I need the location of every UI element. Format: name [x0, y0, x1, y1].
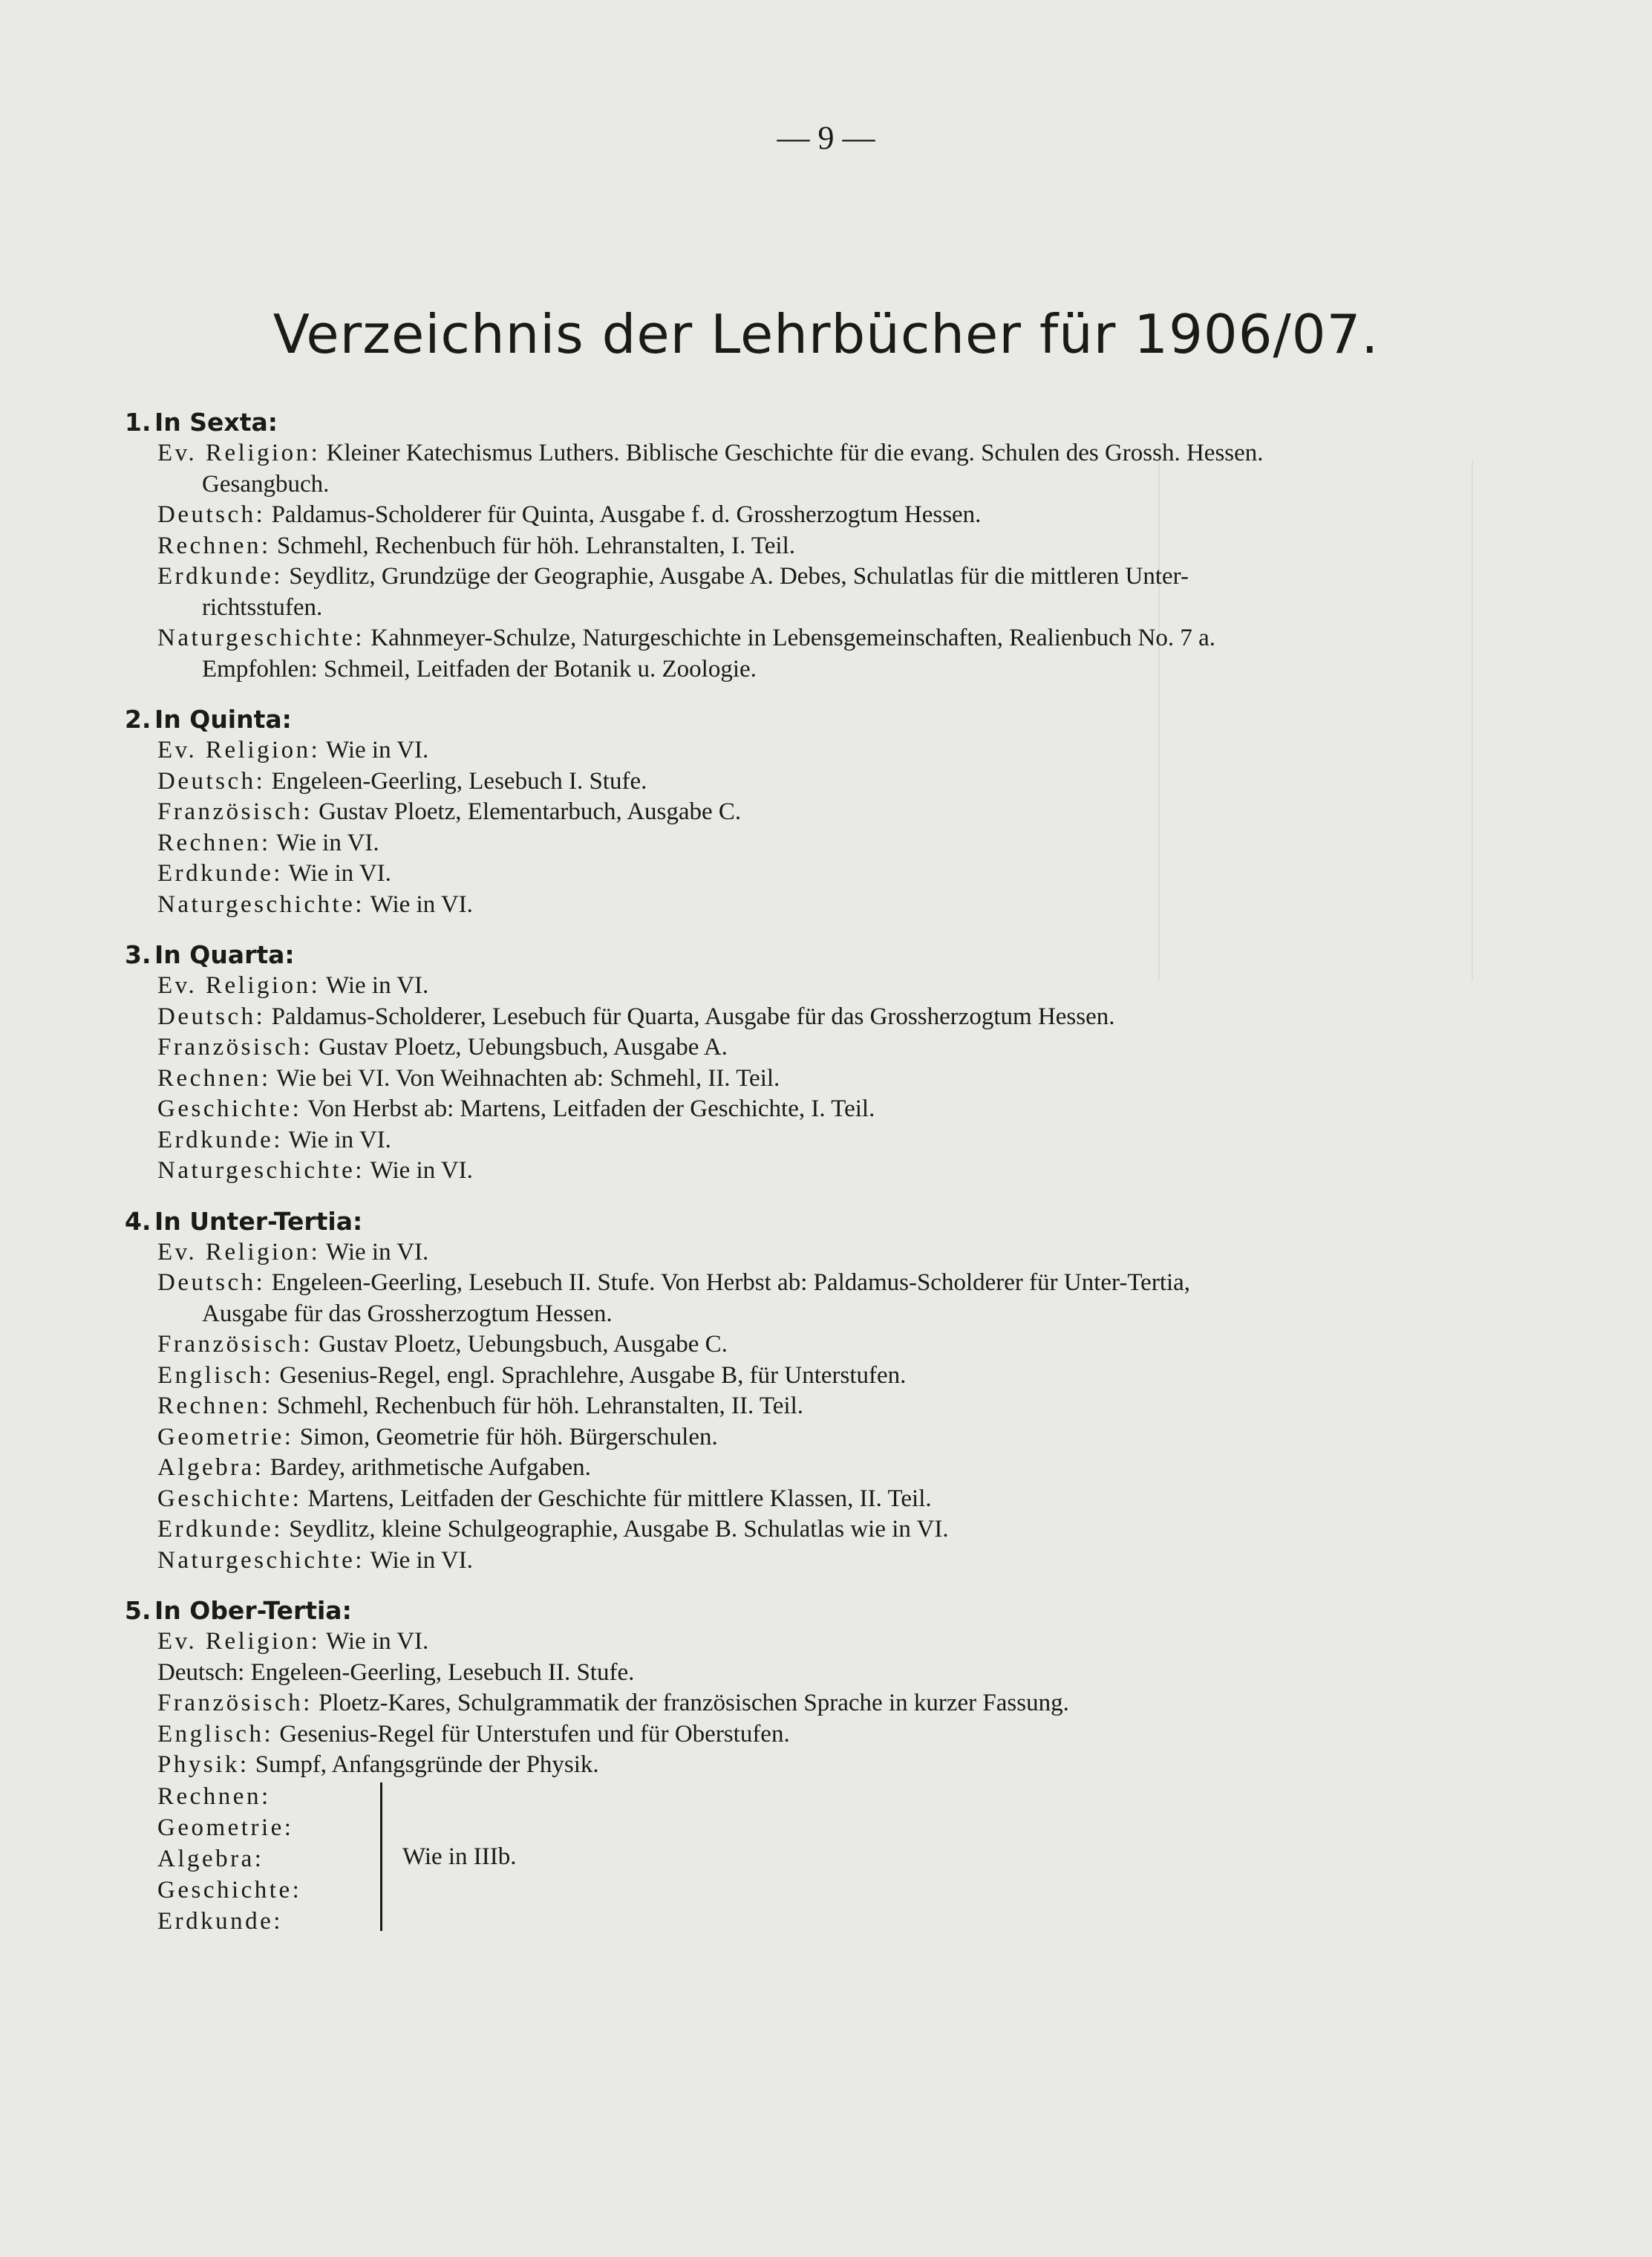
entry-rechnen: Rechnen: Wie in VI. [157, 829, 379, 856]
entry-religion: Ev. Religion: Wie in VI. [157, 1238, 429, 1266]
entry-franzoesisch: Französisch: Gustav Ploetz, Uebungsbuch, Ausgabe C. [157, 1331, 728, 1358]
entry-rechnen: Rechnen: Wie bei VI. Von Weihnachten ab: Schmehl, II. Teil. [157, 1064, 780, 1092]
entry-deutsch: Deutsch: Engeleen-Geerling, Lesebuch I. Stufe. [157, 767, 647, 795]
section-quarta [125, 939, 1521, 1187]
entry-naturgeschichte: Naturgeschichte: Wie in VI. [157, 1157, 473, 1184]
entry-physik: Physik: Sumpf, Anfangsgründe der Physik. [157, 1751, 599, 1778]
entry-religion: Ev. Religion: Wie in VI. [157, 737, 429, 763]
bracket-subject: Geschichte: [157, 1876, 302, 1903]
entry-erdkunde: Erdkunde: Seydlitz, Grundzüge der Geographie, Ausgabe A. Debes, Schulatlas für die mittleren Unter- richtsstufen. [157, 563, 1189, 621]
entry-erdkunde: Erdkunde: Wie in VI. [157, 860, 391, 887]
entry-geschichte: Geschichte: Martens, Leitfaden der Geschichte für mittlere Klassen, II. Teil. [157, 1485, 932, 1512]
entry-englisch: Englisch: Gesenius-Regel, engl. Sprachlehre, Ausgabe B, für Unterstufen. [157, 1361, 907, 1389]
entry-franzoesisch: Französisch: Gustav Ploetz, Elementarbuch, Ausgabe C. [157, 798, 742, 825]
section-heading: 5. In Ober-Tertia: [125, 1596, 352, 1625]
curly-brace [380, 1782, 388, 1931]
section-heading: 2. In Quinta: [125, 705, 292, 734]
entry-religion: Ev. Religion: Kleiner Katechismus Luthers. Biblische Geschichte für die evang. Schulen des Grossh. Hessen. Gesangbuch. [157, 440, 1264, 498]
bracket-subject: Algebra: [157, 1845, 264, 1872]
textbook-list [125, 407, 1521, 1937]
page-number: — 9 — [777, 120, 875, 156]
bracket-text: Wie in IIIb. [402, 1843, 517, 1870]
bracket-subject: Erdkunde: [157, 1907, 283, 1935]
section-ober-tertia [125, 1595, 1521, 1937]
entry-deutsch: Deutsch: Paldamus-Scholderer, Lesebuch für Quarta, Ausgabe für das Grossherzogtum Hessen. [157, 1003, 1115, 1030]
entry-erdkunde: Erdkunde: Wie in VI. [157, 1126, 391, 1153]
entry-religion: Ev. Religion: Wie in VI. [157, 1628, 429, 1655]
bracket-subject: Rechnen: [157, 1782, 271, 1810]
entry-geometrie: Geometrie: Simon, Geometrie für höh. Bürgerschulen. [157, 1423, 718, 1450]
section-unter-tertia [125, 1206, 1521, 1577]
section-heading: 1. In Sexta: [125, 408, 278, 437]
page-title: Verzeichnis der Lehrbücher für 1906/07. [272, 303, 1380, 365]
entry-englisch: Englisch: Gesenius-Regel für Unterstufen und für Oberstufen. [157, 1720, 790, 1748]
section-heading: 4. In Unter-Tertia: [125, 1206, 363, 1236]
section-heading: 3. In Quarta: [125, 940, 295, 969]
entry-naturgeschichte: Naturgeschichte: Kahnmeyer-Schulze, Naturgeschichte in Lebensgemeinschaften, Realienbuch No. 7 a. Empfohlen: Schmeil, Leitfaden der Botanik u. Zoologie. [157, 625, 1215, 683]
entry-erdkunde: Erdkunde: Seydlitz, kleine Schulgeographie, Ausgabe B. Schulatlas wie in VI. [157, 1516, 949, 1543]
section-sexta [125, 407, 1521, 685]
entry-rechnen: Rechnen: Schmehl, Rechenbuch für höh. Lehranstalten, II. Teil. [157, 1393, 803, 1419]
entry-deutsch: Deutsch: Engeleen-Geerling, Lesebuch II. Stufe. [157, 1658, 635, 1686]
entry-algebra: Algebra: Bardey, arithmetische Aufgaben. [157, 1454, 591, 1481]
bracket-group [157, 1781, 1521, 1937]
entry-franzoesisch: Französisch: Ploetz-Kares, Schulgrammatik der französischen Sprache in kurzer Fassung. [157, 1690, 1069, 1716]
entry-geschichte: Geschichte: Von Herbst ab: Martens, Leitfaden der Geschichte, I. Teil. [157, 1095, 875, 1122]
entry-religion: Ev. Religion: Wie in VI. [157, 972, 429, 999]
section-quinta [125, 704, 1521, 920]
entry-deutsch: Deutsch: Paldamus-Scholderer für Quinta, Ausgabe f. d. Grossherzogtum Hessen. [157, 501, 982, 528]
bracket-subject: Geometrie: [157, 1814, 294, 1841]
entry-naturgeschichte: Naturgeschichte: Wie in VI. [157, 1546, 473, 1574]
entry-deutsch: Deutsch: Engeleen-Geerling, Lesebuch II. Stufe. Von Herbst ab: Paldamus-Scholderer für Unter-Tertia, Ausgabe für das Grossherzogtum Hessen. [157, 1269, 1191, 1327]
entry-franzoesisch: Französisch: Gustav Ploetz, Uebungsbuch, Ausgabe A. [157, 1034, 728, 1061]
entry-naturgeschichte: Naturgeschichte: Wie in VI. [157, 890, 473, 918]
entry-rechnen: Rechnen: Schmehl, Rechenbuch für höh. Lehranstalten, I. Teil. [157, 532, 795, 559]
